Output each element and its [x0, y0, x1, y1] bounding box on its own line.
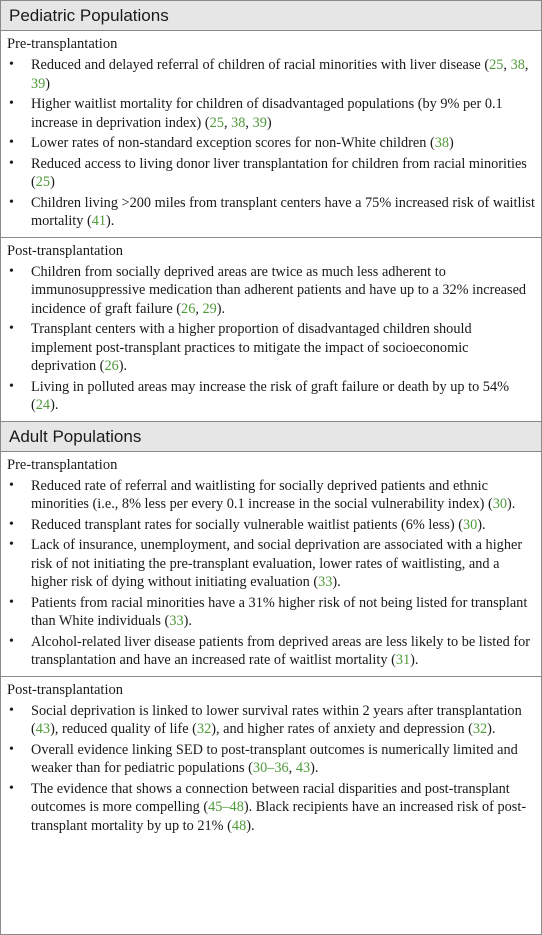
reference-link[interactable]: 38 [231, 114, 246, 131]
reference-link[interactable]: 30–36 [252, 760, 289, 776]
subsection-title: Pre-transplantation [7, 36, 118, 52]
list-item: • Reduced and delayed referral of children of racial minorities with liver disease (25, 38, 39) [7, 56, 535, 93]
reference-link[interactable]: 39 [31, 75, 46, 92]
reference-link[interactable]: 29 [202, 300, 217, 317]
subsection-adult-post [1, 676, 541, 842]
reference-link[interactable]: 45–48 [208, 799, 244, 815]
subsection-pediatric-pre [1, 31, 541, 237]
list-item: • Overall evidence linking SED to post-transplant outcomes is numerically limited and weaker than for pediatric populations (30–36, 43). [7, 741, 535, 778]
bullet-list [7, 56, 535, 231]
reference-link[interactable]: 24 [35, 397, 51, 413]
list-item: • Reduced rate of referral and waitlisting for socially deprived patients and ethnic minorities (i.e., 8% less per every 0.1 increase in the social vulnerability index) (30). [7, 477, 535, 514]
reference-link[interactable]: 33 [169, 613, 184, 629]
subsection-title: Post-transplantation [7, 681, 123, 698]
reference-link[interactable]: 43 [295, 760, 311, 776]
section-pediatric [1, 1, 541, 421]
bullet-list [7, 477, 535, 670]
list-item: • Social deprivation is linked to lower survival rates within 2 years after transplantation (43), reduced quality of life (32), and higher rates of anxiety and depression (32). [7, 702, 535, 739]
list-item: • Patients from racial minorities have a 31% higher risk of not being listed for transplant than White individuals (33). [7, 594, 535, 631]
reference-link[interactable]: 26 [181, 300, 196, 317]
reference-link[interactable]: 25 [35, 174, 51, 190]
reference-link[interactable]: 30 [492, 496, 508, 512]
section-header-pediatric: Pediatric Populations [1, 1, 541, 31]
bullet-list [7, 702, 535, 836]
reference-link[interactable]: 43 [35, 721, 51, 737]
list-item: • Lower rates of non-standard exception scores for non-White children (38) [7, 134, 535, 153]
subsection-pediatric-post [1, 237, 541, 421]
list-item: • Reduced access to living donor liver transplantation for children from racial minorities (25) [7, 155, 535, 192]
reference-link[interactable]: 48 [231, 817, 247, 834]
reference-link[interactable]: 31 [395, 652, 411, 668]
reference-link[interactable]: 32 [472, 721, 488, 737]
reference-link[interactable]: 26 [104, 358, 119, 374]
subsection-adult-pre [1, 452, 541, 676]
reference-link[interactable]: 30 [462, 516, 478, 533]
bullet-list [7, 263, 535, 415]
reference-link[interactable]: 32 [196, 721, 212, 737]
subsection-title: Pre-transplantation [7, 456, 118, 473]
list-item: • Living in polluted areas may increase the risk of graft failure or death by up to 54% (24). [7, 378, 535, 415]
reference-link[interactable]: 38 [434, 135, 450, 151]
reference-link[interactable]: 25 [489, 57, 504, 73]
list-item: • Children living >200 miles from transplant centers have a 75% increased risk of waitlist mortality (41). [7, 194, 535, 231]
reference-link[interactable]: 38 [510, 57, 525, 73]
list-item: • Lack of insurance, unemployment, and social deprivation are associated with a higher risk of not initiating the pre-transplant evaluation, lower rates of waitlisting, and a higher risk of dying without initiating evaluation (33). [7, 536, 535, 592]
list-item: • Reduced transplant rates for socially vulnerable waitlist patients (6% less) (30). [7, 516, 535, 535]
reference-link[interactable]: 41 [91, 213, 107, 229]
reference-link[interactable]: 25 [209, 114, 224, 131]
subsection-title: Post-transplantation [7, 242, 123, 259]
list-item: • Children from socially deprived areas are twice as much less adherent to immunosuppressive medication than adherent patients and have up to a 32% increased incidence of graft failure (26, 29). [7, 263, 535, 319]
list-item: • Alcohol-related liver disease patients from deprived areas are less likely to be listed for transplantation and have an increased rate of waitlist mortality (31). [7, 633, 535, 670]
list-item: • The evidence that shows a connection between racial disparities and post-transplant outcomes is more compelling (45–48). Black recipients have an increased risk of post-transplant mortality by up to 21% (48). [7, 780, 535, 836]
reference-link[interactable]: 33 [318, 574, 333, 590]
list-item: • Higher waitlist mortality for children of disadvantaged populations (by 9% per 0.1 increase in deprivation index) (25, 38, 39) [7, 95, 535, 132]
list-item: • Transplant centers with a higher proportion of disadvantaged children should implement post-transplant practices to mitigate the impact of socioeconomic deprivation (26). [7, 320, 535, 376]
section-header-adult: Adult Populations [1, 421, 541, 452]
reference-link[interactable]: 39 [252, 114, 267, 131]
section-adult [1, 421, 541, 842]
